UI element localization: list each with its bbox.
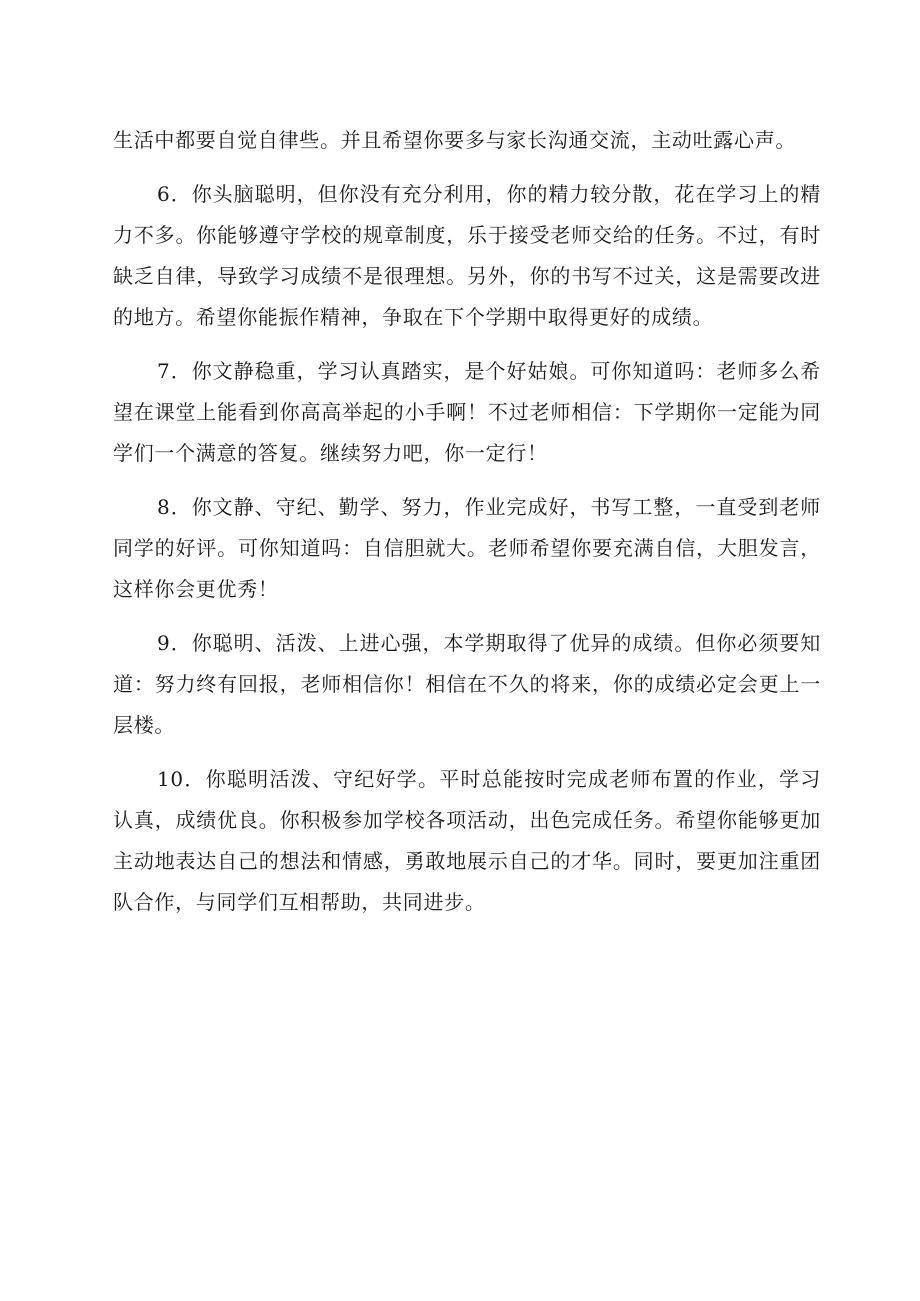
comment-9: 9．你聪明、活泼、上进心强，本学期取得了优异的成绩。但你必须要知道：努力终有回报，老师相信你！相信在不久的将来，你的成绩必定会更上一层楼。 — [113, 631, 821, 737]
comment-8: 8．你文静、守纪、勤学、努力，作业完成好，书写工整，一直受到老师同学的好评。可你知道吗：自信胆就大。老师希望你要充满自信，大胆发言，这样你会更优秀！ — [113, 495, 821, 601]
comment-10: 10．你聪明活泼、守纪好学。平时总能按时完成老师布置的作业，学习认真，成绩优良。你积极参加学校各项活动，出色完成任务。希望你能够更加主动地表达自己的想法和情感，勇敢地展示自己的才华。同时，要更加注重团队合作，与同学们互相帮助，共同进步。 — [113, 767, 821, 914]
comment-7: 7．你文静稳重，学习认真踏实，是个好姑娘。可你知道吗：老师多么希望在课堂上能看到你高高举起的小手啊！不过老师相信：下学期你一定能为同学们一个满意的答复。继续努力吧，你一定行！ — [113, 359, 821, 465]
document-body — [113, 120, 821, 923]
paragraph-continuation: 生活中都要自觉自律些。并且希望你要多与家长沟通交流，主动吐露心声。 — [113, 128, 797, 152]
comment-6: 6．你头脑聪明，但你没有充分利用，你的精力较分散，花在学习上的精力不多。你能够遵守学校的规章制度，乐于接受老师交给的任务。不过，有时缺乏自律，导致学习成绩不是很理想。另外，你的书写不过关，这是需要改进的地方。希望你能振作精神，争取在下个学期中取得更好的成绩。 — [113, 182, 821, 329]
